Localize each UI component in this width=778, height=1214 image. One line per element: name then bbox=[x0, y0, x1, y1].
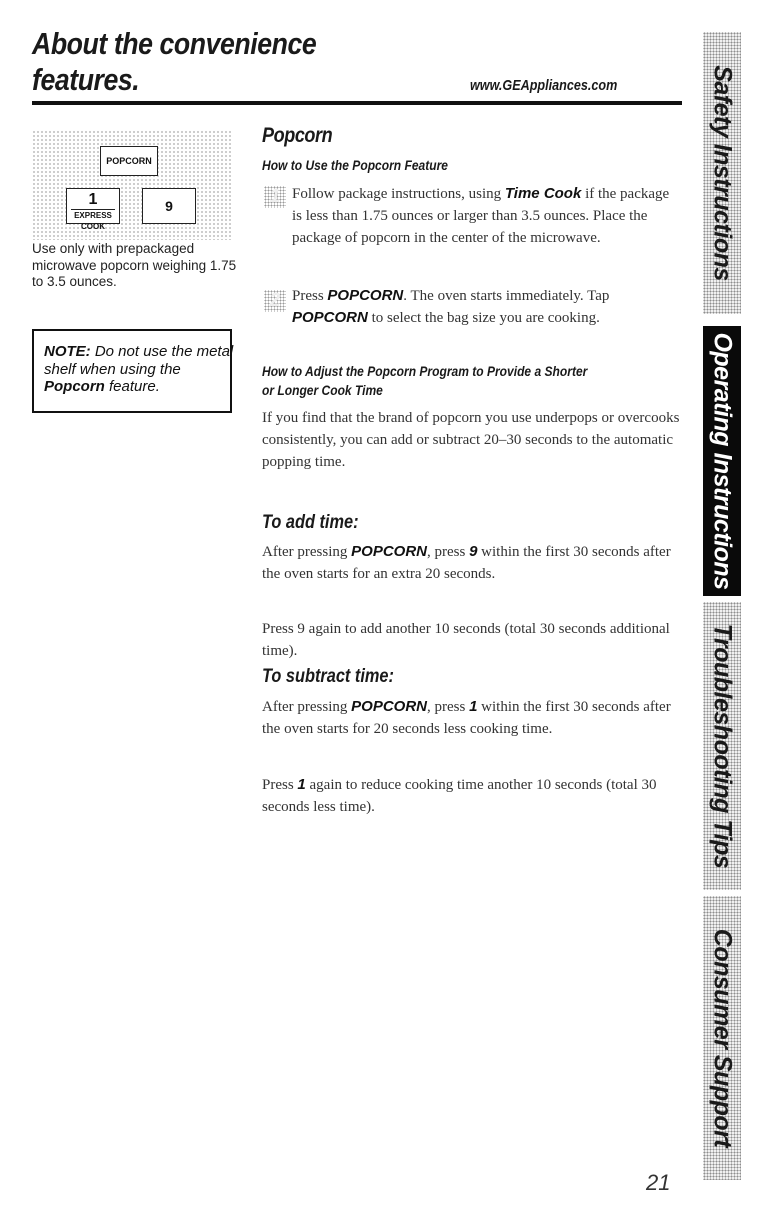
step-2-bold-2: POPCORN bbox=[292, 309, 368, 327]
website-url: www.GEAppliances.com bbox=[470, 77, 618, 94]
add-p1-d: within the first 30 seconds after the oven starts for an extra 20 seconds. bbox=[262, 544, 671, 583]
key-1-number: 1 bbox=[88, 191, 98, 208]
page-number: 21 bbox=[646, 1170, 671, 1195]
step-2-bold-1: POPCORN bbox=[327, 287, 404, 304]
tab-safety-label: Safety Instructions bbox=[708, 65, 737, 281]
note-bold: Popcorn bbox=[44, 378, 105, 395]
add-time-paragraph-1 bbox=[262, 541, 672, 585]
step-2-c: . The oven starts immediately. Tap bbox=[403, 288, 610, 304]
tab-consumer-support[interactable] bbox=[703, 896, 741, 1180]
section-title: Popcorn bbox=[262, 124, 333, 147]
note-label: NOTE: bbox=[44, 343, 91, 360]
step-2-text bbox=[292, 285, 682, 329]
key-9: 9 bbox=[142, 188, 196, 224]
step-1-text bbox=[292, 183, 682, 250]
howto-heading: How to Use the Popcorn Feature bbox=[262, 157, 448, 173]
note-text-a: Do not use the metal shelf when using the bbox=[44, 343, 234, 378]
tab-troubleshooting-tips[interactable] bbox=[703, 602, 741, 890]
title-line-2: features. bbox=[32, 62, 140, 97]
step-number-1: 1 bbox=[264, 186, 286, 208]
add-p1-bold-1: POPCORN bbox=[351, 543, 427, 560]
step-1-bold: Time Cook bbox=[504, 185, 582, 202]
subtract-time-heading: To subtract time: bbox=[262, 666, 394, 687]
note-text bbox=[44, 343, 234, 396]
header-rule bbox=[32, 101, 682, 105]
step-number-2: 2 bbox=[264, 290, 286, 312]
tab-operating-instructions[interactable] bbox=[703, 326, 741, 596]
adjust-body: If you find that the brand of popcorn you use underpops or overcooks consistently, you can add or subtract 20–30 seconds to the automatic popping time. bbox=[262, 410, 680, 471]
step-2-d: to select the bag size you are cooking. bbox=[367, 310, 600, 327]
subtract-time-paragraph-2 bbox=[262, 774, 672, 818]
add-p1-c: , press bbox=[427, 544, 470, 560]
popcorn-key: POPCORN bbox=[100, 146, 158, 176]
add-time-paragraph-2: Press 9 again to add another 10 seconds (total 30 seconds additional time). bbox=[262, 621, 670, 660]
note-text-b: feature. bbox=[104, 378, 160, 395]
sub-p1-a: After pressing bbox=[262, 699, 352, 715]
title-line-1: About the convenience bbox=[32, 26, 317, 61]
sub-p2-c: again to reduce cooking time another 10 seconds (total 30 seconds less time). bbox=[262, 777, 657, 816]
keypad-illustration bbox=[32, 130, 232, 240]
tab-safety-instructions[interactable] bbox=[703, 32, 741, 314]
keypad-caption: Use only with prepackaged microwave popcorn weighing 1.75 to 3.5 ounces. bbox=[32, 241, 237, 289]
express-cook-key bbox=[66, 188, 120, 231]
sub-p2-a: Press bbox=[262, 777, 298, 793]
add-p1-a: After pressing bbox=[262, 544, 352, 560]
sub-p2-bold: 1 bbox=[297, 776, 306, 793]
adjust-heading-line-1: How to Adjust the Popcorn Program to Provide a Shorter bbox=[262, 363, 588, 379]
page-title bbox=[32, 26, 363, 98]
step-2-a: Press bbox=[292, 288, 328, 304]
tab-trouble-label: Troubleshooting Tips bbox=[708, 623, 737, 869]
sub-p1-bold-1: POPCORN bbox=[351, 698, 427, 715]
add-p1-bold-2: 9 bbox=[469, 543, 478, 560]
note-box bbox=[32, 329, 232, 413]
step-1-pre: Follow package instructions, using bbox=[292, 186, 505, 202]
sub-p1-c: , press bbox=[427, 699, 470, 715]
step-1-post: if the package is less than 1.75 ounces or larger than 3.5 ounces. Place the package of popcorn in the center of the microwave. bbox=[292, 186, 670, 247]
add-time-heading: To add time: bbox=[262, 512, 359, 533]
tab-consumer-label: Consumer Support bbox=[708, 928, 737, 1148]
sub-p1-bold-2: 1 bbox=[469, 698, 478, 715]
tab-operating-label: Operating Instructions bbox=[708, 332, 737, 590]
subtract-time-paragraph-1 bbox=[262, 696, 672, 740]
adjust-heading-line-2: or Longer Cook Time bbox=[262, 382, 383, 398]
sub-p1-d: within the first 30 seconds after the oven starts for 20 seconds less cooking time. bbox=[262, 699, 671, 738]
key-1-label: EXPRESS COOK bbox=[71, 209, 115, 232]
